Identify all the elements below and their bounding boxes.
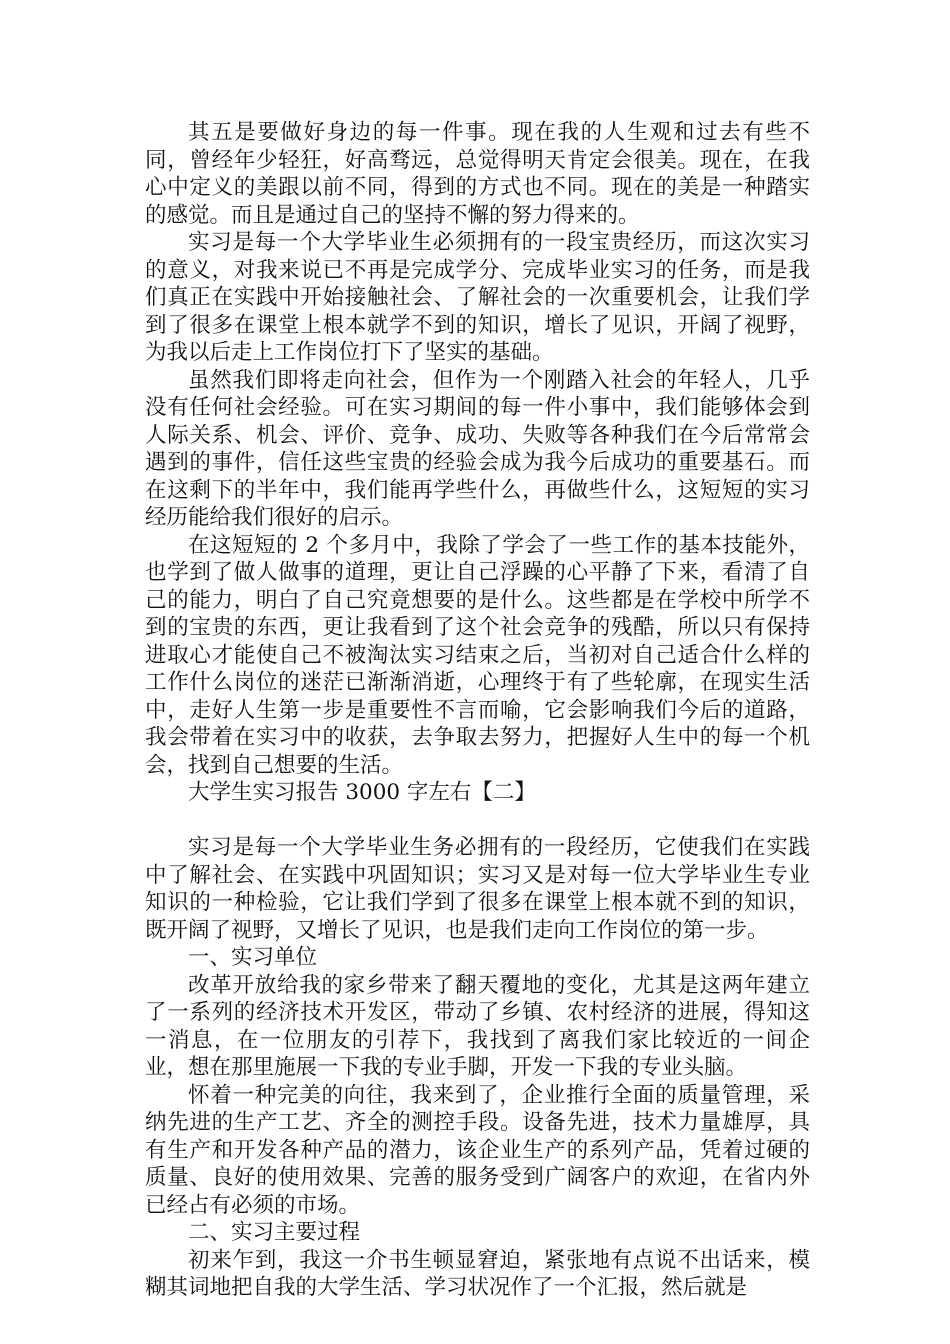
body-paragraph-1: 其五是要做好身边的每一件事。现在我的人生观和过去有些不同，曾经年少轻狂，好高骛远，总觉得明天肯定会很美。现在，在我心中定义的美跟以前不同，得到的方式也不同。现在的美是一种踏实的感觉。而且是通过自己的坚持不懈的努力得来的。 — [145, 120, 810, 228]
heading-main-process: 二、实习主要过程 — [188, 1220, 361, 1245]
body-paragraph-2: 实习是每一个大学毕业生必须拥有的一段宝贵经历，而这次实习的意义，对我来说已不再是完成学分、完成毕业实习的任务，而是我们真正在实践中开始接触社会、了解社会的一次重要机会，让我们学到了很多在课堂上根本就学不到的知识，增长了见识，开阔了视野，为我以后走上工作岗位打下了坚实的基础。 — [145, 230, 810, 365]
body-paragraph-4: 在这短短的 2 个多月中，我除了学会了一些工作的基本技能外，也学到了做人做事的道理，更让自己浮躁的心平静了下来，看清了自己的能力，明白了自己究竟想要的是什么。这些都是在学校中所学不到的宝贵的东西，更让我看到了这个社会竞争的残酷，所以只有保持进取心才能使自己不被淘汰实习结束之后，当初对自己适合什么样的工作什么岗位的迷茫已渐渐消逝，心理终于有了些轮廓，在现实生活中，走好人生第一步是重要性不言而喻，它会影响我们今后的道路，我会带着在实习中的收获，去争取去努力，把握好人生中的每一个机会，找到自己想要的生活。 — [145, 532, 810, 778]
unit-paragraph-1: 改革开放给我的家乡带来了翻天覆地的变化，尤其是这两年建立了一系列的经济技术开发区，带动了乡镇、农村经济的进展，得知这一消息，在一位朋友的引荐下，我找到了离我们家比较近的一间企业，想在那里施展一下我的专业手脚，开发一下我的专业头脑。 — [145, 972, 810, 1080]
heading-internship-unit: 一、实习单位 — [188, 945, 318, 970]
unit-paragraph-2: 怀着一种完美的向往，我来到了，企业推行全面的质量管理，采纳先进的生产工艺、齐全的测控手段。设备先进，技术力量雄厚，具有生产和开发各种产品的潜力，该企业生产的系列产品，凭着过硬的质量、良好的使用效果、完善的服务受到广阔客户的欢迎，在省内外已经占有必须的市场。 — [145, 1082, 810, 1218]
section-title: 大学生实习报告 3000 字左右【二】 — [188, 780, 536, 805]
process-paragraph: 初来乍到，我这一介书生顿显窘迫，紧张地有点说不出话来，模糊其词地把自我的大学生活、学习状况作了一个汇报，然后就是 — [145, 1247, 810, 1300]
intro-paragraph: 实习是每一个大学毕业生务必拥有的一段经历，它使我们在实践中了解社会、在实践中巩固知识；实习又是对每一位大学毕业生专业知识的一种检验，它让我们学到了很多在课堂上根本就不到的知识，既开阔了视野，又增长了见识，也是我们走向工作岗位的第一步。 — [145, 835, 810, 943]
body-paragraph-3: 虽然我们即将走向社会，但作为一个刚踏入社会的年轻人，几乎没有任何社会经验。可在实习期间的每一件小事中，我们能够体会到人际关系、机会、评价、竞争、成功、失败等各种我们在今后常常会遇到的事件，信任这些宝贵的经验会成为我今后成功的重要基石。而在这剩下的半年中，我们能再学些什么，再做些什么，这短短的实习经历能给我们很好的启示。 — [145, 367, 810, 530]
document-page — [145, 119, 810, 1302]
blank-line — [145, 807, 810, 835]
